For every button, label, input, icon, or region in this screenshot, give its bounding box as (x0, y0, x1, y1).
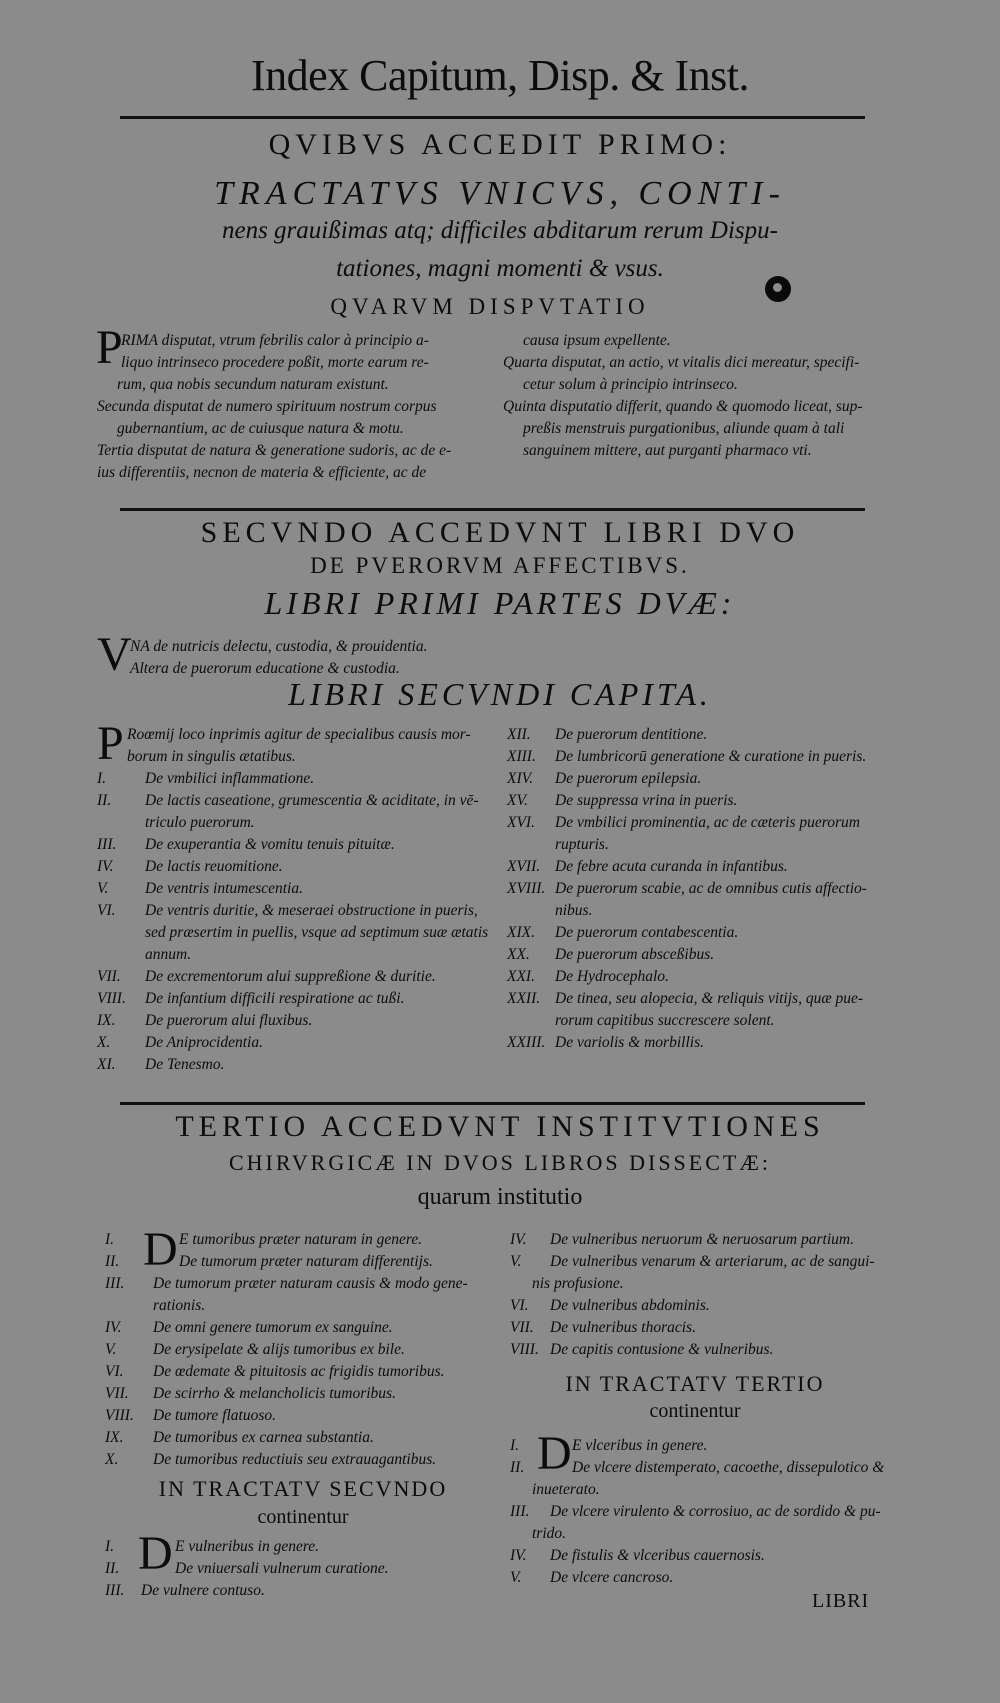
chapter-entry: rationis. (153, 1297, 206, 1314)
chapter-entry: XVIII. De puerorum scabie, ac de omnibus cutis affectio- (507, 880, 867, 897)
text-line: Secunda disputat de numero spirituum nostrum corpus (97, 398, 437, 415)
text-line: Tertia disputat de natura & generatione sudoris, ac de e- (97, 442, 452, 459)
divider-rule (120, 508, 865, 511)
chapter-entry: V. De erysipelate & alijs tumoribus ex bile. (105, 1341, 405, 1358)
text-line: borum in singulis ætatibus. (127, 748, 296, 765)
tract2-list (105, 1536, 505, 1602)
chapter-entry: II. De vniuersali vulnerum curatione. (105, 1560, 389, 1577)
chapter-entry: IX. De puerorum alui fluxibus. (97, 1012, 313, 1029)
chapter-entry: II. De tumorum præter naturam differentijs. (105, 1253, 433, 1270)
chapter-entry: IV. De omni genere tumorum ex sanguine. (105, 1319, 393, 1336)
tract3-subheading: continentur (649, 1400, 741, 1422)
chapter-entry: IX. De tumoribus ex carnea substantia. (105, 1429, 374, 1446)
chapter-entry: X. De Aniprocidentia. (97, 1034, 263, 1051)
chapter-entry: XV. De suppressa vrina in pueris. (507, 792, 738, 809)
book2-right-column (507, 724, 907, 1054)
chapter-entry: VII. De vulneribus thoracis. (510, 1319, 696, 1336)
part3-heading: TERTIO ACCEDVNT INSTITVTIONES (175, 1110, 825, 1143)
text-line: cetur solum à principio intrinseco. (523, 376, 738, 393)
chapter-entry: XX. De puerorum absceßibus. (507, 946, 715, 963)
chapter-entry: nibus. (555, 902, 593, 919)
chapter-entry: XVII. De febre acuta curanda in infantibus. (507, 858, 788, 875)
drop-cap-p: P (96, 321, 123, 374)
text-line: sanguinem mittere, aut purganti pharmaco vti. (523, 442, 812, 459)
chapter-entry: rupturis. (555, 836, 609, 853)
chapter-entry: XVI. De vmbilici prominentia, ac de cæteris puerorum (507, 814, 860, 831)
chapter-entry: II. De vlcere distemperato, cacoethe, dissepulotico & (510, 1459, 885, 1476)
drop-cap-d: D (138, 1527, 173, 1580)
chapter-entry: III. De vulnere contuso. (105, 1582, 265, 1599)
chapter-entry: II. De lactis caseatione, grumescentia & aciditate, in vē- (97, 792, 479, 809)
book2-left-column (97, 717, 497, 1076)
part3-subheading: CHIRVRGICÆ IN DVOS LIBROS DISSECTÆ: (228, 1150, 772, 1175)
chapter-entry: XIX. De puerorum contabescentia. (507, 924, 739, 941)
chapter-entry: I. E tumoribus præter naturam in genere. (105, 1231, 423, 1248)
part1-right-column (503, 330, 903, 462)
part3-left-column (105, 1223, 505, 1471)
part2-book1-heading: LIBRI PRIMI PARTES DVÆ: (264, 585, 736, 621)
chapter-entry: IV. De fistulis & vlceribus cauernosis. (510, 1547, 765, 1564)
chapter-entry: VII. De scirrho & melancholicis tumoribus. (105, 1385, 396, 1402)
part1-tractatus-heading: TRACTATVS VNICVS, CONTI- (214, 175, 786, 212)
part1-left-column (97, 330, 497, 484)
chapter-entry: III. De vlcere virulento & corrosiuo, ac de sordido & pu- (510, 1503, 881, 1520)
chapter-entry: IV. De vulneribus neruorum & neruosarum partium. (510, 1231, 854, 1248)
text-line: NA de nutricis delectu, custodia, & prouidentia. (130, 638, 428, 655)
chapter-entry: I. De vmbilici inflammatione. (97, 770, 315, 787)
part1-heading: QVIBVS ACCEDIT PRIMO: (268, 128, 732, 161)
chapter-entry: VIII. De infantium difficili respiratione ac tußi. (97, 990, 405, 1007)
part3-institutio: quarum institutio (417, 1184, 583, 1210)
part1-heading-line3: nens grauißimas atq; difficiles abditarum rerum Dispu- (221, 217, 778, 244)
tract2-subheading: continentur (257, 1506, 349, 1528)
text-line: RIMA disputat, vtrum febrilis calor à principio a- (121, 332, 429, 349)
chapter-entry: XII. De puerorum dentitione. (507, 726, 708, 743)
chapter-entry: annum. (145, 946, 192, 963)
catchword: LIBRI (812, 1590, 870, 1612)
divider-rule (120, 116, 865, 119)
chapter-entry: inueterato. (532, 1481, 600, 1498)
chapter-entry: nis profusione. (532, 1275, 624, 1292)
chapter-entry: V. De ventris intumescentia. (97, 880, 303, 897)
part1-heading-line4: tationes, magni momenti & vsus. (336, 255, 664, 282)
chapter-entry: trido. (532, 1525, 567, 1542)
tract3-heading: IN TRACTATV TERTIO (565, 1371, 825, 1396)
text-line: Altera de puerorum educatione & custodia. (130, 660, 400, 677)
page-title: Index Capitum, Disp. & Inst. (250, 51, 750, 100)
text-line: preßis menstruis purgationibus, aliunde quam à tali (523, 420, 845, 437)
text-line: ius differentiis, necnon de materia & efficiente, ac de (97, 464, 427, 481)
text-line: Quinta disputatio differit, quando & quomodo liceat, sup- (503, 398, 863, 415)
chapter-entry: XI. De Tenesmo. (97, 1056, 225, 1073)
chapter-entry: V. De vulneribus venarum & arteriarum, ac de sangui- (510, 1253, 875, 1270)
text-line: Roœmij loco inprimis agitur de specialibus causis mor- (127, 726, 471, 743)
tract3-list (510, 1435, 910, 1589)
divider-rule (120, 1102, 865, 1105)
drop-cap-v: V (97, 628, 132, 681)
chapter-entry: sed præsertim in puellis, vsque ad septimum suæ ætatis (145, 924, 489, 941)
part3-right-column (510, 1229, 910, 1361)
chapter-entry: triculo puerorum. (145, 814, 255, 831)
part2-subheading: DE PVERORVM AFFECTIBVS. (310, 553, 690, 578)
chapter-entry: IV. De lactis reuomitione. (97, 858, 283, 875)
chapter-entry: XXIII. De variolis & morbillis. (507, 1034, 704, 1051)
drop-cap-d: D (143, 1223, 178, 1276)
chapter-entry: I. E vlceribus in genere. (510, 1437, 708, 1454)
chapter-entry: XXI. De Hydrocephalo. (507, 968, 669, 985)
chapter-entry: III. De tumorum præter naturam causis & modo gene- (105, 1275, 468, 1292)
chapter-entry: VII. De excrementorum alui suppreßione & duritie. (97, 968, 436, 985)
chapter-entry: X. De tumoribus reductiuis seu extrauagantibus. (105, 1451, 437, 1468)
chapter-entry: VIII. De tumore flatuoso. (105, 1407, 276, 1424)
chapter-entry: VI. De œdemate & pituitosis ac frigidis tumoribus. (105, 1363, 445, 1380)
chapter-entry: VI. De vulneribus abdominis. (510, 1297, 710, 1314)
chapter-entry: rorum capitibus succrescere solent. (555, 1012, 775, 1029)
part1-subheading: QVARVM DISPVTATIO (330, 294, 650, 319)
chapter-entry: VI. De ventris duritie, & meseraei obstructione in pueris, (97, 902, 478, 919)
chapter-entry: VIII. De capitis contusione & vulneribus. (510, 1341, 774, 1358)
chapter-entry: I. E vulneribus in genere. (105, 1538, 320, 1555)
tract2-heading: IN TRACTATV SECVNDO (158, 1476, 448, 1501)
chapter-entry: XIII. De lumbricorū generatione & curatione in pueris. (507, 748, 867, 765)
book1-parts (130, 636, 530, 680)
drop-cap-p: P (97, 717, 124, 770)
text-line: causa ipsum expellente. (523, 332, 671, 349)
drop-cap-d: D (537, 1427, 572, 1480)
chapter-entry: XIV. De puerorum epilepsia. (507, 770, 702, 787)
ink-blot (765, 276, 791, 302)
text-line: liquo intrinseco procedere poßit, morte earum re- (121, 354, 429, 371)
part2-heading: SECVNDO ACCEDVNT LIBRI DVO (200, 516, 800, 549)
part2-book2-heading: LIBRI SECVNDI CAPITA. (288, 676, 712, 712)
chapter-entry: III. De exuperantia & vomitu tenuis pituitæ. (97, 836, 395, 853)
chapter-entry: XXII. De tinea, seu alopecia, & reliquis vitijs, quæ pue- (507, 990, 864, 1007)
text-line: Quarta disputat, an actio, vt vitalis dici mereatur, specifi- (503, 354, 860, 371)
text-line: rum, qua nobis secundum naturam existunt. (117, 376, 389, 393)
text-line: gubernantium, ac de cuiusque natura & motu. (117, 420, 404, 437)
chapter-entry: V. De vlcere cancroso. (510, 1569, 674, 1586)
